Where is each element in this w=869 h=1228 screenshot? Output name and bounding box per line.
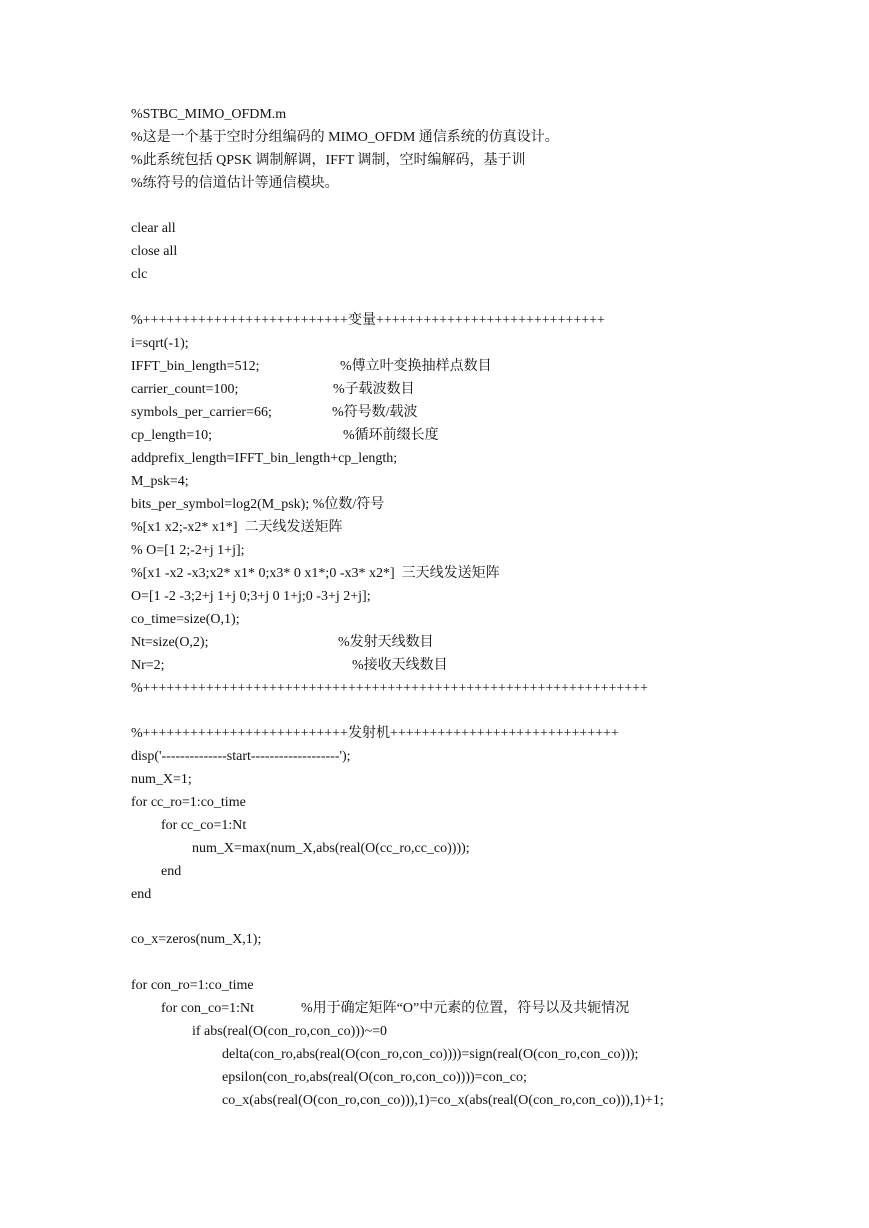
code-text: for cc_ro=1:co_time xyxy=(131,795,246,810)
code-text: carrier_count=100; xyxy=(131,382,239,397)
code-text: %++++++++++++++++++++++++++变量+++++++++++++++++++++++++++++ xyxy=(131,313,605,328)
code-text: IFFT_bin_length=512; xyxy=(131,359,260,374)
code-text: if abs(real(O(con_ro,con_co)))~=0 xyxy=(192,1024,388,1039)
code-text: %++++++++++++++++++++++++++++++++++++++++++++++++++++++++++++++++ xyxy=(131,681,648,696)
inline-comment: %循环前缀长度 xyxy=(343,428,439,443)
inline-comment: %用于确定矩阵“O”中元素的位置，符号以及共轭情况 xyxy=(301,1001,630,1016)
code-text: delta(con_ro,abs(real(O(con_ro,con_co))))=sign(real(O(con_ro,con_co))); xyxy=(222,1047,639,1062)
code-text: close all xyxy=(131,244,178,259)
code-text: cp_length=10; xyxy=(131,428,212,443)
code-text: num_X=1; xyxy=(131,772,192,787)
code-text: %[x1 -x2 -x3;x2* x1* 0;x3* 0 x1*;0 -x3* x2*] 三天线发送矩阵 xyxy=(131,566,500,581)
code-text: Nt=size(O,2); xyxy=(131,635,209,650)
code-text: end xyxy=(161,864,182,879)
inline-comment: %傅立叶变换抽样点数目 xyxy=(340,359,492,374)
code-text: end xyxy=(131,887,152,902)
code-text: for con_co=1:Nt xyxy=(161,1001,255,1016)
code-text: bits_per_symbol=log2(M_psk); %位数/符号 xyxy=(131,497,385,512)
inline-comment: %子载波数目 xyxy=(333,382,415,397)
code-text: disp('--------------start-------------------'); xyxy=(131,749,351,764)
code-text: co_time=size(O,1); xyxy=(131,612,240,627)
code-text: symbols_per_carrier=66; xyxy=(131,405,272,420)
code-text: for con_ro=1:co_time xyxy=(131,978,254,993)
code-text: % O=[1 2;-2+j 1+j]; xyxy=(131,543,245,558)
code-text: addprefix_length=IFFT_bin_length+cp_length; xyxy=(131,451,398,466)
code-text: %这是一个基于空时分组编码的 MIMO_OFDM 通信系统的仿真设计。 xyxy=(131,130,559,145)
code-text: co_x(abs(real(O(con_ro,con_co))),1)=co_x(abs(real(O(con_ro,con_co))),1)+1; xyxy=(222,1093,664,1108)
code-text: %[x1 x2;-x2* x1*] 二天线发送矩阵 xyxy=(131,520,343,535)
code-text: %练符号的信道估计等通信模块。 xyxy=(131,176,339,191)
inline-comment: %接收天线数目 xyxy=(352,658,448,673)
code-text: Nr=2; xyxy=(131,658,165,673)
code-text: %此系统包括 QPSK 调制解调，IFFT 调制，空时编解码，基于训 xyxy=(131,153,526,168)
code-text: num_X=max(num_X,abs(real(O(cc_ro,cc_co)))); xyxy=(192,841,470,856)
code-text: i=sqrt(-1); xyxy=(131,336,189,351)
code-text: %STBC_MIMO_OFDM.m xyxy=(131,107,287,122)
code-text: co_x=zeros(num_X,1); xyxy=(131,932,262,947)
code-text: M_psk=4; xyxy=(131,474,189,489)
code-text: clear all xyxy=(131,221,176,236)
inline-comment: %符号数/载波 xyxy=(332,405,418,420)
inline-comment: %发射天线数目 xyxy=(338,635,434,650)
code-text: epsilon(con_ro,abs(real(O(con_ro,con_co))))=con_co; xyxy=(222,1070,527,1085)
code-text: for cc_co=1:Nt xyxy=(161,818,247,833)
code-text: O=[1 -2 -3;2+j 1+j 0;3+j 0 1+j;0 -3+j 2+j]; xyxy=(131,589,371,604)
code-text: clc xyxy=(131,267,148,282)
code-text: %++++++++++++++++++++++++++发射机+++++++++++++++++++++++++++++ xyxy=(131,726,619,741)
